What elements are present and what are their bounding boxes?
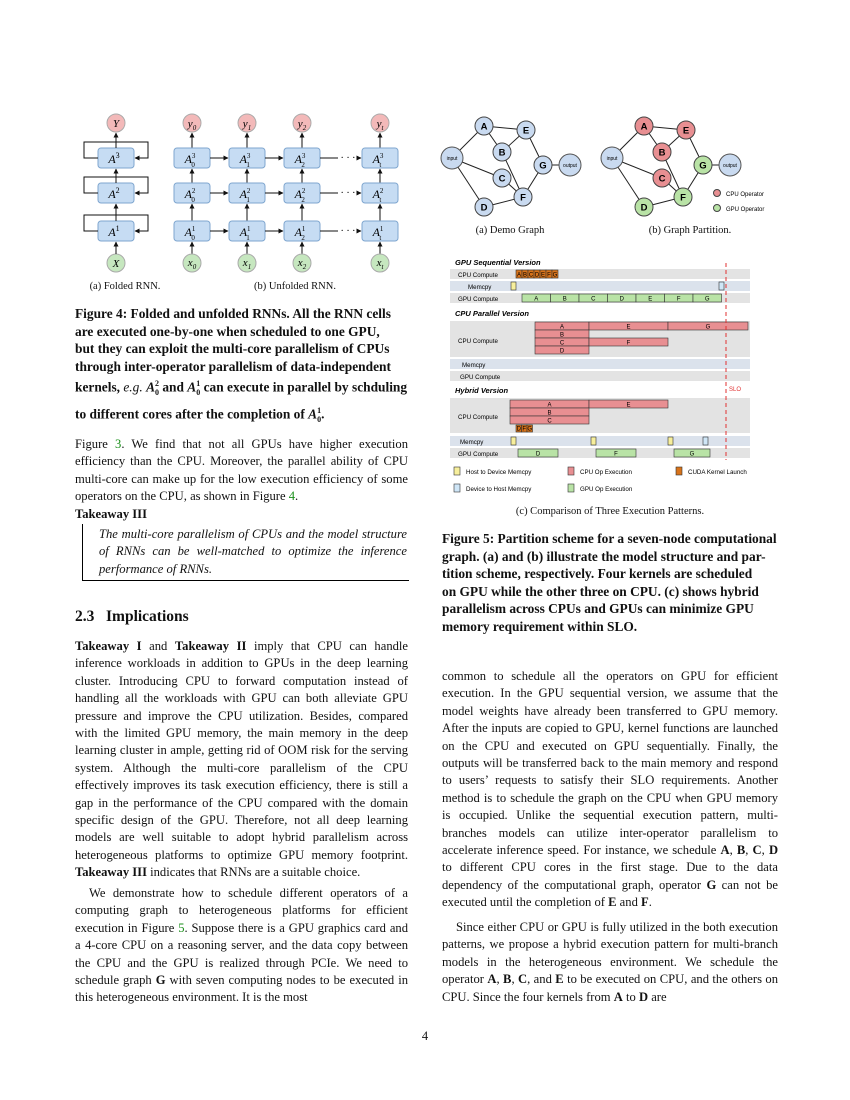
graph-node-E (677, 121, 695, 139)
svg-text:C: C (591, 296, 596, 303)
figure-5ab (440, 110, 780, 240)
svg-text:D: D (480, 202, 488, 214)
graph-input-node (601, 147, 623, 169)
svg-text:A2: $A^2$ (108, 186, 120, 201)
graph-node-B (493, 143, 511, 161)
hybrid-op-D (518, 449, 558, 458)
cpu-par-op-C (535, 338, 589, 347)
cpu-par-op-G (668, 322, 748, 331)
svg-text:GPU Compute: GPU Compute (460, 374, 501, 381)
figure-4-diagram (72, 108, 417, 293)
svg-text:A3: $A^3$ (108, 151, 120, 166)
graph-node-D (475, 198, 493, 216)
unfolded-cell-2-2 (284, 183, 320, 204)
svg-text:G: G (689, 451, 695, 458)
figure-4 (72, 108, 417, 293)
svg-text:F: F (547, 272, 551, 279)
cpu-par-op-B (535, 330, 589, 339)
unfolded-input-1 (238, 254, 256, 272)
svg-text:D: D (534, 272, 540, 279)
svg-text:D: D (516, 426, 521, 433)
svg-text:F: F (520, 192, 526, 204)
unfolded-cell-1-t (362, 221, 398, 242)
hybrid-h2d-1 (511, 437, 516, 445)
svg-text:F: F (626, 340, 631, 347)
svg-text:E: E (648, 296, 653, 303)
hybrid-kernel-G (527, 425, 533, 433)
svg-text:x2: $x_2$ (297, 257, 307, 271)
svg-text:G: G (539, 160, 547, 172)
cpu-par-memcpy-row (450, 359, 750, 369)
cpu-par-op-E (589, 322, 668, 331)
legend-h2d (454, 467, 532, 476)
svg-text:B: B (547, 410, 552, 417)
hybrid-op-B (510, 408, 589, 417)
gpu-seq-kernel-D (534, 270, 540, 279)
graph-node-E (517, 121, 535, 139)
hybrid-h2d-2 (591, 437, 596, 445)
svg-text:E: E (626, 324, 631, 331)
svg-text:GPU Compute: GPU Compute (458, 451, 499, 458)
svg-text:A22: $A^2$ 2 (294, 187, 306, 204)
svg-text:A: A (516, 272, 522, 279)
figure-4-caption: Figure 4: Folded and unfolded RNNs. All the RNN cells are executed one-by-one when scheduled to one GPU, but they can exploit the multi-core parallelism of CPUs through inter-operator parallelism of data-independent kernels, e.g. $A_0^2$ and $A_0^1$ can execute in parallel by schduling to different cores after the completion of $A_0^1$. (75, 306, 408, 424)
hybrid-op-C (510, 416, 589, 425)
svg-text:A30: $A^3$ 0 (184, 152, 196, 169)
svg-text:x1: $x_1$ (242, 257, 252, 271)
svg-text:D: D (619, 296, 624, 303)
hybrid-kernel-F (522, 425, 528, 433)
svg-text:y2: $y_2$ (297, 118, 307, 132)
svg-text:Memcpy: Memcpy (460, 439, 484, 446)
unfolded-cell-3-t (362, 148, 398, 169)
graph-node-D (635, 198, 653, 216)
svg-text:G: G (552, 272, 558, 279)
svg-text:F: F (614, 451, 618, 458)
hybrid-kernel-D (516, 425, 522, 433)
svg-text:Host to Device Memcpy: Host to Device Memcpy (466, 469, 532, 476)
section-heading-2-3: 2.3 Implications (75, 608, 189, 625)
gpu-seq-op-G (693, 294, 722, 303)
gpu-seq-op-C (579, 294, 608, 303)
graph-output-node (559, 154, 581, 176)
unfolded-input-2 (293, 254, 311, 272)
unfolded-cell-2-1 (229, 183, 265, 204)
section-gpu-sequential: GPU Sequential Version (455, 258, 541, 267)
svg-text:A12: $A^1$ 2 (294, 225, 306, 242)
hybrid-op-E (589, 400, 668, 409)
page-number: 4 (421, 1029, 429, 1043)
unfolded-cell-2-t (362, 183, 398, 204)
svg-text:CPU Compute: CPU Compute (458, 272, 498, 279)
graph-node-C (493, 169, 511, 187)
cpu-par-op-D (535, 346, 589, 355)
gpu-seq-kernel-B (522, 270, 528, 279)
svg-text:G: G (704, 296, 710, 303)
gpu-seq-kernel-F (546, 270, 552, 279)
svg-text:C: C (547, 418, 552, 425)
legend-cpu-exec (568, 467, 632, 476)
svg-text:G: G (699, 160, 707, 172)
paragraph-figure3-discussion: Figure 3. We find that not all GPUs have higher execution efficiency than the CPU. Moreover, the parallel ability of CPU multi-core can make up for the low execution efficiency of some operators on the CPU, as shown in Figure 4. (75, 437, 408, 504)
svg-text:C: C (658, 173, 666, 185)
hybrid-op-F (596, 449, 636, 458)
svg-text:output: output (563, 163, 577, 169)
gpu-seq-d2h (719, 282, 724, 290)
unfolded-cell-3-0 (174, 148, 210, 169)
svg-text:A1t: $A^1$ t (372, 225, 384, 242)
section-hybrid: Hybrid Version (455, 386, 509, 395)
ref-figure-4[interactable]: 4 (288, 489, 296, 504)
figure-5c (450, 255, 780, 500)
legend-gpu-exec (568, 484, 633, 493)
svg-text:A11: $A^1$ 1 (239, 225, 251, 242)
unfolded-output-2 (293, 114, 311, 132)
graph-node-F (514, 188, 532, 206)
gpu-seq-h2d (511, 282, 516, 290)
svg-text:B: B (562, 296, 567, 303)
gpu-seq-op-B (551, 294, 580, 303)
graph-output-node (719, 154, 741, 176)
takeaway-iii-title: Takeaway III (75, 507, 147, 521)
unfolded-input-0 (183, 254, 201, 272)
svg-text:A31: $A^3$ 1 (239, 152, 251, 169)
figure-5b-subcaption: (b) Graph Partition. (648, 225, 732, 236)
demo-graph (441, 117, 581, 216)
unfolded-output-0 (183, 114, 201, 132)
svg-text:A32: $A^3$ 2 (294, 152, 306, 169)
svg-text:F: F (522, 426, 527, 433)
svg-text:GPU Operator: GPU Operator (726, 207, 765, 213)
legend-kernel-launch (676, 467, 747, 476)
hybrid-op-A (510, 400, 589, 409)
graph-node-B (653, 143, 671, 161)
svg-text:A: A (547, 402, 552, 409)
graph-node-F (674, 188, 692, 206)
unfolded-rnn (174, 114, 398, 272)
gpu-seq-memcpy-row (450, 281, 750, 291)
graph-node-A (475, 117, 493, 135)
svg-text:GPU Compute: GPU Compute (458, 296, 499, 303)
svg-text:C: C (559, 340, 565, 347)
svg-text:CPU Operator: CPU Operator (726, 192, 765, 198)
folded-rnn (84, 114, 148, 272)
svg-text:input: input (606, 156, 618, 162)
svg-text:A20: $A^2$ 0 (184, 187, 196, 204)
svg-text:D: D (559, 348, 565, 355)
svg-text:CPU Compute: CPU Compute (458, 414, 498, 421)
svg-text:B: B (559, 332, 565, 339)
graph-node-A (635, 117, 653, 135)
ellipsis: · · · (340, 153, 356, 164)
takeaway-iii-body: The multi-core parallelism of CPUs and the model structure of RNNs can be well-matched to optimize the inference performance of RNNs. (99, 527, 407, 576)
unfolded-cell-3-2 (284, 148, 320, 169)
paragraph-execution-patterns: common to schedule all the operators on GPU for efficient execution. In the GPU sequential version, we assume that the model weights have already been transferred to GPU memory. After the inputs are copied to GPU, kernel functions are launched on the CPU and executed on GPU sequentially. Finally, the outputs will be transferred back to the main memory and respond to users’ requests to satisfy their SLO requirements. Another method is to schedule the graph on the CPU when GPU memory is occupied. Unlike the sequential execution pattern, multi-branches models can utilize inter-operator parallelism to accelerate inference speed. For instance, we schedule A, B, C, D to different CPU cores in the first stage. Due to the data dependency of the computational graph, operator G can not be executed until the completion of E and F. (442, 669, 779, 910)
svg-text:x0: $x_0$ (187, 257, 197, 271)
unfolded-cell-3-1 (229, 148, 265, 169)
svg-text:A: A (559, 324, 565, 331)
svg-text:CUDA Kernel Launch: CUDA Kernel Launch (688, 469, 747, 476)
svg-text:F: F (680, 192, 686, 204)
slo-label: SLO (729, 387, 742, 393)
svg-text:E: E (626, 402, 631, 409)
paragraph-implications: Takeaway I and Takeaway II imply that CPU can handle inference workloads in addition to GPUs in the deep learning cluster. Introducing CPU to forward computation instead of handling all the workloads with GPU can both alleviate GPU pressure and improve the CPU utilization. Besides, compared with the limited GPU memory, the main memory in the deep learning cluster in ample, getting rid of OOM risk for the serving system. Although the multi-core parallelism of the CPU effectively improves its task execution efficiency, there is still a gap in the performance of the CPU compared with the domain specific design of the GPU. Therefore, not all deep learning models are well suitable to adopt hybrid parallelism across heterogeneous platforms to optimize GPU memory footprint. Takeaway III indicates that RNNs are a suitable choice. (75, 639, 409, 880)
graph-node-G (534, 156, 552, 174)
svg-text:G: G (705, 324, 711, 331)
svg-text:A: A (534, 296, 539, 303)
graph-node-G (694, 156, 712, 174)
svg-text:E: E (682, 125, 690, 137)
svg-text:Memcpy: Memcpy (462, 362, 486, 369)
svg-text:A: A (640, 121, 648, 133)
hybrid-h2d-3 (668, 437, 673, 445)
svg-text:A3t: $A^3$ t (372, 152, 384, 169)
svg-text:CPU Compute: CPU Compute (458, 338, 498, 345)
svg-text:y0: $y_0$ (187, 118, 197, 132)
graph-input-node (441, 147, 463, 169)
graph-legend (714, 190, 765, 214)
gpu-seq-kernel-C (528, 270, 534, 279)
svg-text:A21: $A^2$ 1 (239, 187, 251, 204)
svg-text:D: D (640, 202, 648, 214)
hybrid-d2h (703, 437, 708, 445)
legend-d2h (454, 484, 532, 493)
svg-text:E: E (522, 125, 530, 137)
folded-output-label: Y (112, 118, 120, 130)
ellipsis: · · · (340, 226, 356, 237)
svg-text:A: A (480, 121, 488, 133)
folded-input-label: X (112, 258, 120, 270)
svg-text:B: B (658, 147, 666, 159)
gpu-seq-op-A (522, 294, 551, 303)
figure-5-caption: Figure 5: Partition scheme for a seven-node computational graph. (a) and (b) illustrate the model structure and par- tition scheme, respectively. Four kernels are scheduled on GPU while the other three on CPU. (c) shows hybrid parallelism across CPUs and GPUs can minimize GPU memory requirement within SLO. (442, 531, 777, 634)
folded-cell-2 (98, 183, 134, 203)
section-cpu-parallel: CPU Parallel Version (455, 309, 529, 318)
folded-cell-1 (98, 221, 134, 241)
svg-text:A10: $A^1$ 0 (184, 225, 196, 242)
gpu-seq-kernel-A (516, 270, 522, 279)
svg-text:Device to Host Memcpy: Device to Host Memcpy (466, 486, 532, 493)
unfolded-output-1 (238, 114, 256, 132)
gpu-seq-op-F (665, 294, 694, 303)
svg-text:C: C (498, 173, 506, 185)
partition-graph (601, 117, 741, 216)
figure-5c-subcaption: (c) Comparison of Three Execution Patterns. (515, 506, 705, 517)
cpu-par-op-A (535, 322, 589, 331)
svg-text:Memcpy: Memcpy (468, 284, 492, 291)
cpu-par-op-F (589, 338, 668, 347)
svg-text:input: input (446, 156, 458, 162)
ellipsis: · · · (340, 188, 356, 199)
unfolded-cell-2-0 (174, 183, 210, 204)
unfolded-output-3 (371, 114, 389, 132)
gpu-seq-kernel-G (552, 270, 558, 279)
figure-4b-subcaption: (b) Unfolded RNN. (254, 281, 336, 292)
ref-figure-5[interactable]: 5 (178, 920, 185, 935)
paragraph-schedule-demo: We demonstrate how to schedule different operators of a computing graph to heterogeneous platforms for efficient execution in Figure 5. Suppose there is a GPU graphics card and a 4-core CPU on a reasoning server, and the data copy between the CPU and the GPU is realized through PCIe. We need to schedule graph G with seven computing nodes to be executed in this heterogeneous environment. It is the most (75, 886, 408, 1005)
svg-text:F: F (676, 296, 681, 303)
svg-text:D: D (535, 451, 541, 458)
svg-text:G: G (527, 426, 533, 433)
unfolded-cell-1-0 (174, 221, 210, 242)
folded-cell-3 (98, 148, 134, 168)
gpu-seq-op-D (608, 294, 637, 303)
hybrid-op-G (674, 449, 710, 458)
unfolded-cell-1-2 (284, 221, 320, 242)
svg-text:CPU Op Execution: CPU Op Execution (580, 469, 632, 476)
unfolded-cell-1-1 (229, 221, 265, 242)
svg-text:output: output (723, 163, 737, 169)
svg-text:C: C (528, 272, 534, 279)
svg-text:E: E (540, 272, 546, 279)
svg-text:y1: $y_1$ (242, 118, 252, 132)
svg-text:xt: $x_t$ (376, 257, 384, 271)
svg-text:B: B (522, 272, 528, 279)
figure-5-graphs (440, 110, 780, 240)
ref-figure-3[interactable]: 3 (115, 437, 122, 451)
graph-node-C (653, 169, 671, 187)
svg-text:A2t: $A^2$ t (372, 187, 384, 204)
unfolded-input-3 (371, 254, 389, 272)
gpu-seq-op-E (636, 294, 665, 303)
svg-text:GPU Op Execution: GPU Op Execution (580, 486, 633, 493)
execution-pattern-timeline (450, 255, 780, 500)
figure-5a-subcaption: (a) Demo Graph (475, 225, 545, 236)
figure-4a-subcaption: (a) Folded RNN. (89, 281, 161, 292)
svg-text:yt: $y_t$ (376, 118, 384, 132)
paragraph-hybrid-pattern: Since either CPU or GPU is fully utilized in the both execution patterns, we propose a hybrid execution pattern for multi-branch models in the heterogeneous environment. We schedule the operator A, B, C, and E to be executed on CPU, and the others on CPU. Since the four kernels from A to D are (442, 920, 778, 1004)
takeaway-iii-box (82, 524, 409, 581)
svg-text:B: B (498, 147, 506, 159)
gpu-seq-kernel-E (540, 270, 546, 279)
svg-text:A1: $A^1$ (108, 224, 120, 239)
